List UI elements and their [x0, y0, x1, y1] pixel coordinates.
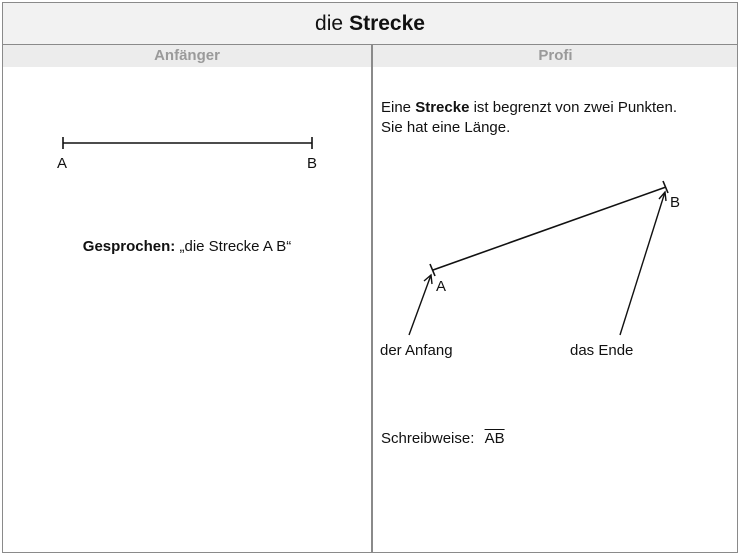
arrow-end [620, 192, 665, 335]
pro-segment-line [433, 187, 666, 270]
worksheet [2, 2, 738, 553]
beginner-segment-diagram [3, 3, 371, 203]
point-b-label: B [307, 155, 318, 172]
column-header-pro: Profi [538, 47, 573, 64]
notation [381, 430, 505, 447]
definition-prefix: Eine [381, 99, 412, 116]
spoken-text: „die Strecke A B“ [179, 238, 292, 255]
spoken-form [3, 238, 371, 255]
arrow-start [409, 275, 431, 335]
spoken-label: Gesprochen: [82, 238, 176, 255]
title-article: die [315, 11, 344, 35]
point-a-label: A [57, 155, 68, 172]
pro-point-b-label: B [670, 194, 681, 211]
pro-segment-diagram [372, 153, 739, 373]
definition [381, 98, 736, 138]
definition-line-2: Sie hat eine Länge. [381, 119, 511, 136]
definition-word: Strecke [415, 99, 470, 116]
definition-rest: ist begrenzt von zwei Punkten. [473, 99, 678, 116]
label-start: der Anfang [380, 342, 453, 359]
notation-label: Schreibweise: [381, 430, 475, 447]
label-end: das Ende [570, 342, 634, 359]
title-word: Strecke [349, 11, 425, 35]
pro-point-a-label: A [436, 278, 447, 295]
notation-value: $\overline{AB}$ [484, 430, 505, 447]
column-header-beginner: Anfänger [154, 47, 220, 64]
